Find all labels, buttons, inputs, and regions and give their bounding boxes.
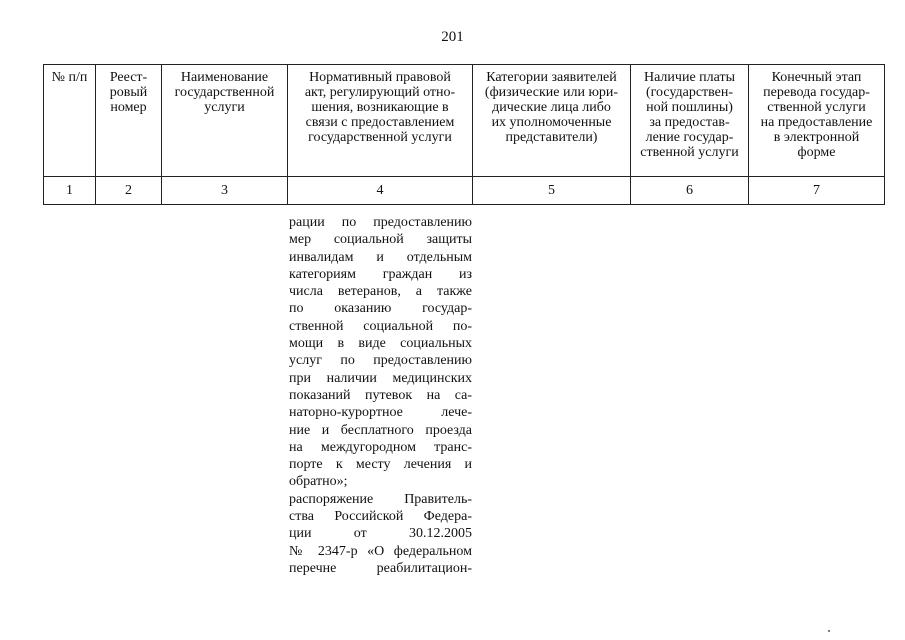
header-line: (государствен- bbox=[645, 85, 734, 100]
header-line: Нормативный правовой bbox=[309, 70, 451, 85]
table-cell: 1 bbox=[44, 177, 96, 205]
text-line: распоряжение Правитель- bbox=[289, 491, 472, 507]
header-cell-service-name bbox=[162, 65, 288, 177]
header-cell-applicant-categories bbox=[473, 65, 631, 177]
text-line: рации по предоставлению bbox=[289, 215, 472, 230]
header-line: ление государ- bbox=[645, 130, 734, 145]
table-cell: 5 bbox=[473, 177, 631, 205]
header-line: дические лица либо bbox=[492, 100, 611, 115]
text-line: услуг по предоставлению bbox=[289, 353, 472, 369]
header-line: № п/п bbox=[51, 70, 88, 85]
header-line: (физические или юри- bbox=[484, 85, 619, 100]
text-line: показаний путевок на са- bbox=[289, 387, 472, 403]
header-cell-final-stage bbox=[749, 65, 885, 177]
header-line: связи с предоставлением bbox=[305, 115, 455, 130]
registry-table bbox=[43, 64, 885, 205]
text-line: мощи в виде социальных bbox=[289, 336, 472, 352]
header-line: форме bbox=[797, 145, 836, 160]
table-header-row bbox=[44, 65, 885, 177]
header-line: ровый bbox=[109, 85, 148, 100]
text-line: на междугородном транс- bbox=[289, 439, 472, 455]
table-cell: 2 bbox=[96, 177, 162, 205]
header-line: государственной услуги bbox=[308, 130, 452, 145]
header-cell-registry-number bbox=[96, 65, 162, 177]
header-line: ной пошлины) bbox=[646, 100, 733, 115]
header-line: их уполномоченные bbox=[491, 115, 612, 130]
scan-speck bbox=[828, 630, 830, 632]
header-line: государственной bbox=[174, 85, 275, 100]
header-cell-fee bbox=[631, 65, 749, 177]
text-line: мер социальной защиты bbox=[289, 232, 472, 248]
header-line: услуги bbox=[204, 100, 245, 115]
header-cell-number bbox=[44, 65, 96, 177]
text-line: порте к месту лечения и bbox=[289, 457, 472, 473]
text-line: № 2347-р «О федеральном bbox=[289, 543, 472, 559]
header-line: шения, возникающие в bbox=[311, 100, 449, 115]
header-line: Реест- bbox=[109, 70, 148, 85]
header-line: за предостав- bbox=[649, 115, 730, 130]
text-line: перечне реабилитацион- bbox=[289, 560, 472, 576]
text-line: инвалидам и отдельным bbox=[289, 249, 472, 265]
header-line: Наличие платы bbox=[643, 70, 736, 85]
header-line: Категории заявителей bbox=[486, 70, 617, 85]
header-line: представители) bbox=[505, 130, 598, 145]
text-line: при наличии медицинских bbox=[289, 370, 472, 386]
header-line: ственной услуги bbox=[767, 100, 866, 115]
table-cell: 6 bbox=[631, 177, 749, 205]
text-line: ства Российской Федера- bbox=[289, 509, 472, 525]
legal-act-continuation-text bbox=[289, 214, 472, 577]
table-row-numbering bbox=[44, 177, 885, 205]
table-cell: 7 bbox=[749, 177, 885, 205]
table-cell: 3 bbox=[162, 177, 288, 205]
text-line: ние и бесплатного проезда bbox=[289, 422, 472, 438]
header-line: на предоставление bbox=[760, 115, 873, 130]
header-line: Наименование bbox=[180, 70, 269, 85]
text-line: категориям граждан из bbox=[289, 266, 472, 282]
text-line: ции от 30.12.2005 bbox=[289, 526, 472, 542]
text-line: числа ветеранов, а также bbox=[289, 284, 472, 300]
page-number: 201 bbox=[441, 29, 464, 45]
header-line: ственной услуги bbox=[640, 145, 739, 160]
header-line: акт, регулирующий отно- bbox=[304, 85, 456, 100]
text-line: ственной социальной по- bbox=[289, 318, 472, 334]
table-cell: 4 bbox=[288, 177, 473, 205]
header-line: в электронной bbox=[773, 130, 860, 145]
header-line: номер bbox=[110, 100, 147, 115]
header-line: перевода государ- bbox=[763, 85, 870, 100]
text-line: наторно-курортное лече- bbox=[289, 405, 472, 421]
header-cell-legal-act bbox=[288, 65, 473, 177]
text-line: по оказанию государ- bbox=[289, 301, 472, 317]
header-line: Конечный этап bbox=[771, 70, 862, 85]
text-line: обратно»; bbox=[289, 474, 348, 490]
